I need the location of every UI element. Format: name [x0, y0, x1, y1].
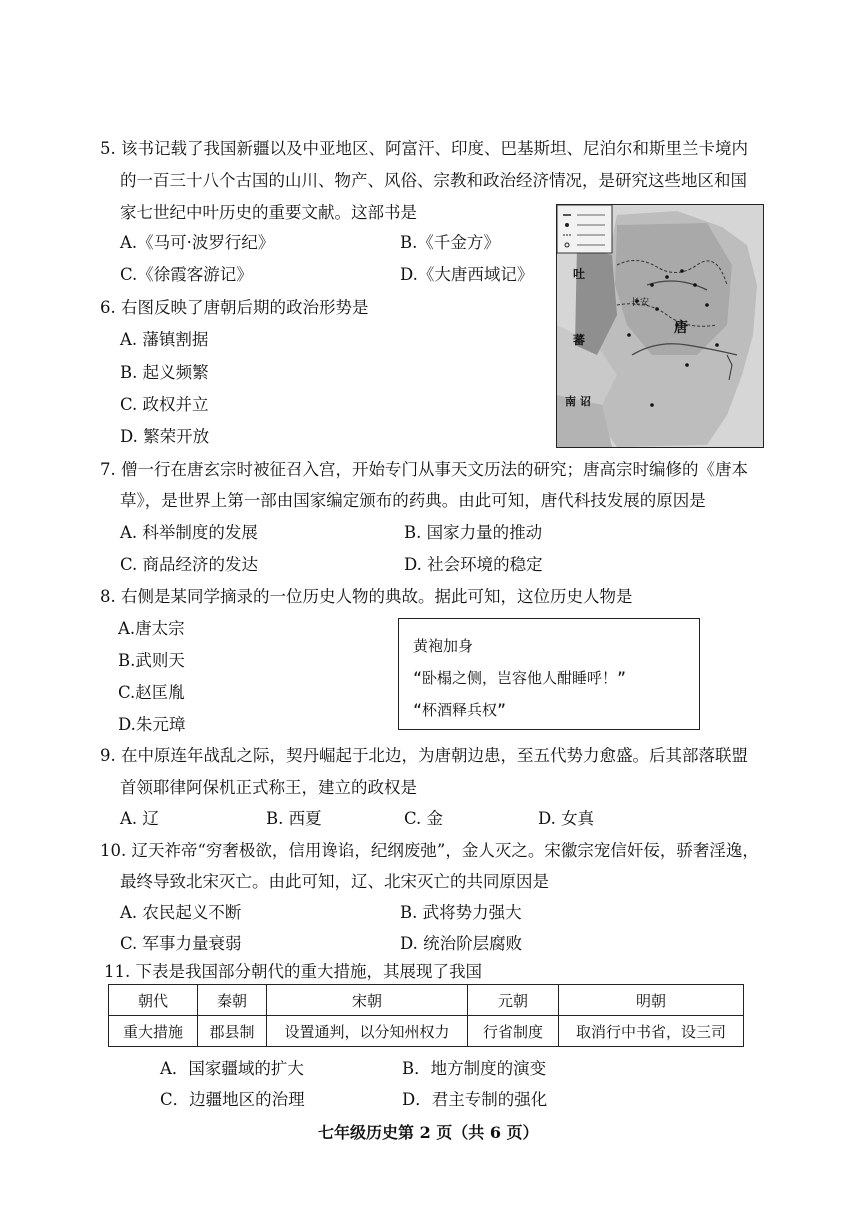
q10-line2: 最终导致北宋灭亡。由此可知，辽、北宋灭亡的共同原因是	[120, 872, 549, 891]
quote-box	[398, 618, 700, 730]
q5-option-a[interactable]: A.《马可·波罗行纪》	[120, 233, 275, 252]
q10-option-a[interactable]: A. 农民起义不断	[120, 903, 242, 922]
q8-option-b[interactable]: B.武则天	[118, 651, 185, 670]
table-row	[109, 1016, 744, 1047]
table-cell: 设置通判，以分知州权力	[267, 1016, 468, 1047]
q11-stem: 11. 下表是我国部分朝代的重大措施，其展现了我国	[104, 962, 482, 981]
map-drawing	[557, 205, 763, 447]
q8-option-c[interactable]: C.赵匡胤	[118, 683, 185, 702]
q9-option-b[interactable]: B. 西夏	[266, 809, 322, 828]
q6-stem: 6. 右图反映了唐朝后期的政治形势是	[100, 298, 369, 317]
q8-option-a[interactable]: A.唐太宗	[118, 619, 185, 638]
table-header-cell: 朝代	[109, 985, 198, 1016]
q10-line1: 10. 辽天祚帝“穷奢极欲，信用谗谄，纪纲废弛”，金人灭之。宋徽宗宠信奸佞，骄奢淫逸，	[100, 841, 759, 860]
q5-option-b[interactable]: B.《千金方》	[400, 233, 500, 252]
q9-line2: 首领耶律阿保机正式称王，建立的政权是	[120, 778, 417, 797]
q9-line1: 9. 在中原连年战乱之际，契丹崛起于北边，为唐朝边患，至五代势力愈盛。后其部落联盟	[100, 746, 748, 765]
q9-option-a[interactable]: A. 辽	[120, 809, 159, 828]
q10-option-d[interactable]: D. 统治阶层腐败	[400, 934, 523, 953]
map-label-changan: 长安	[631, 298, 650, 308]
q6-option-a[interactable]: A. 藩镇割据	[120, 330, 209, 349]
map-label-nanzhao: 南 诏	[565, 395, 591, 408]
tang-late-map	[556, 204, 764, 448]
table-header-cell: 宋朝	[267, 985, 468, 1016]
q7-line2: 草》，是世界上第一部由国家编定颁布的药典。由此可知，唐代科技发展的原因是	[120, 491, 706, 510]
table-cell: 郡县制	[198, 1016, 267, 1047]
q6-option-d[interactable]: D. 繁荣开放	[120, 427, 210, 446]
q5-line3: 家七世纪中叶历史的重要文献。这部书是	[120, 203, 417, 222]
q8-stem: 8. 右侧是某同学摘录的一位历史人物的典故。据此可知，这位历史人物是	[100, 587, 633, 606]
q7-option-d[interactable]: D. 社会环境的稳定	[404, 555, 543, 574]
q11-option-a[interactable]: A．国家疆域的扩大	[160, 1059, 304, 1078]
map-label-tubo-1: 吐	[573, 267, 586, 281]
table-header-cell: 明朝	[559, 985, 744, 1016]
q9-option-d[interactable]: D. 女真	[538, 809, 595, 828]
table-cell: 重大措施	[109, 1016, 198, 1047]
table-header-cell: 秦朝	[198, 985, 267, 1016]
q9-option-c[interactable]: C. 金	[404, 809, 444, 828]
q7-line1: 7. 僧一行在唐玄宗时被征召入宫，开始专门从事天文历法的研究；唐高宗时编修的《唐本	[100, 460, 748, 479]
q7-option-b[interactable]: B. 国家力量的推动	[404, 523, 543, 542]
map-label-tang: 唐	[674, 320, 688, 336]
table-cell: 取消行中书省，设三司	[559, 1016, 744, 1047]
q5-line2: 的一百三十八个古国的山川、物产、风俗、宗教和政治经济情况，是研究这些地区和国	[120, 171, 747, 190]
table-cell: 行省制度	[468, 1016, 559, 1047]
page-footer: 七年级历史第 2 页（共 6 页）	[318, 1123, 539, 1142]
measures-table	[108, 984, 744, 1047]
quote-box-line-2: “杯酒释兵权”	[413, 701, 507, 719]
q5-option-c[interactable]: C.《徐霞客游记》	[120, 265, 253, 284]
q7-option-a[interactable]: A. 科举制度的发展	[120, 523, 258, 542]
q6-option-c[interactable]: C. 政权并立	[120, 395, 209, 414]
q6-option-b[interactable]: B. 起义频繁	[120, 363, 209, 382]
q5-line1: 5. 该书记载了我国新疆以及中亚地区、阿富汗、印度、巴基斯坦、尼泊尔和斯里兰卡境内	[100, 139, 748, 158]
q7-option-c[interactable]: C. 商品经济的发达	[120, 555, 259, 574]
quote-box-title: 黄袍加身	[413, 637, 474, 655]
q11-option-c[interactable]: C．边疆地区的治理	[160, 1090, 305, 1109]
table-header-row	[109, 985, 744, 1016]
q10-option-b[interactable]: B. 武将势力强大	[400, 903, 522, 922]
q8-option-d[interactable]: D.朱元璋	[118, 715, 186, 734]
table-header-cell: 元朝	[468, 985, 559, 1016]
q10-option-c[interactable]: C. 军事力量衰弱	[120, 934, 242, 953]
q5-option-d[interactable]: D.《大唐西域记》	[400, 265, 534, 284]
q11-option-d[interactable]: D．君主专制的强化	[402, 1090, 548, 1109]
q11-option-b[interactable]: B．地方制度的演变	[402, 1059, 547, 1078]
quote-box-line-1: “卧榻之侧，岂容他人酣睡呼！”	[413, 669, 627, 687]
map-label-tubo-2: 蕃	[573, 333, 586, 347]
